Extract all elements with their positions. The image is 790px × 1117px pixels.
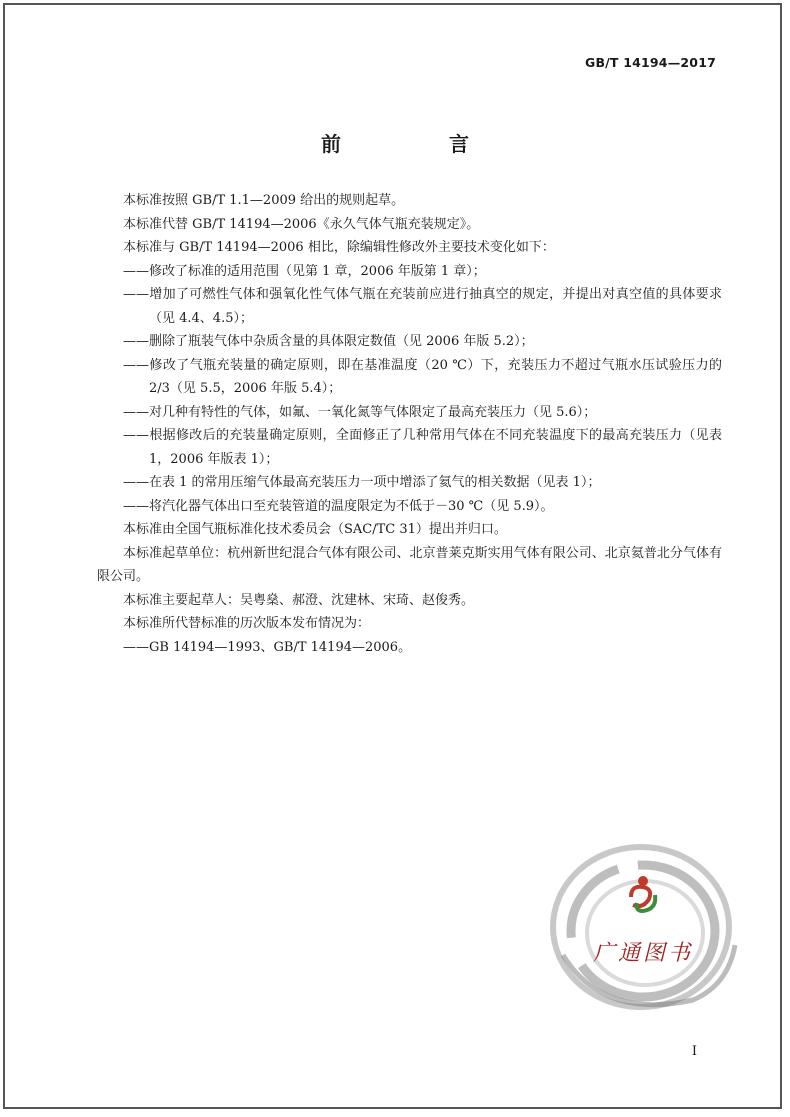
paragraph: 本标准与 GB/T 14194—2006 相比，除编辑性修改外主要技术变化如下： — [123, 240, 555, 255]
change-item: ——修改了标准的适用范围（见第 1 章，2006 年版第 1 章）； — [123, 263, 486, 279]
page-number: I — [691, 1044, 697, 1059]
paragraph: 本标准按照 GB/T 1.1—2009 给出的规则起草。 — [123, 193, 405, 208]
history-item: ——GB 14194—1993、GB/T 14194—2006。 — [123, 639, 412, 655]
change-item: ——根据修改后的充装量确定原则，全面修正了几种常用气体在不同充装温度下的最高充装压力（见表 1，2006 年版表 1）； — [123, 428, 722, 467]
paragraph: 本标准主要起草人：吴粤燊、郝澄、沈建林、宋琦、赵俊秀。 — [123, 592, 475, 608]
change-item: ——对几种有特性的气体，如氟、一氧化氮等气体限定了最高充装压力（见 5.6）； — [123, 404, 597, 420]
change-item: ——修改了气瓶充装量的确定原则，即在基准温度（20 ℃）下，充装压力不超过气瓶水压试验压力的 2/3（见 5.5，2006 年版 5.4）； — [123, 357, 722, 396]
change-item: ——在表 1 的常用压缩气体最高充装压力一项中增添了氦气的相关数据（见表 1）； — [123, 475, 601, 490]
change-item: ——增加了可燃性气体和强氧化性气体气瓶在充装前应进行抽真空的规定，并提出对真空值的具体要求（见 4.4、4.5）； — [123, 287, 722, 326]
svg-text:广通图书: 广通图书 — [592, 941, 694, 966]
change-item: ——将汽化器气体出口至充装管道的温度限定为不低于－30 ℃（见 5.9）。 — [123, 498, 554, 514]
page-title: 前 言 — [321, 132, 513, 156]
paragraph: 本标准由全国气瓶标准化技术委员会（SAC/TC 31）提出并归口。 — [123, 522, 507, 537]
paragraph: 本标准起草单位：杭州新世纪混合气体有限公司、北京普莱克斯实用气体有限公司、北京氦普北分气体有限公司。 — [97, 545, 722, 584]
paragraph: 本标准代替 GB/T 14194—2006《永久气体气瓶充装规定》。 — [123, 216, 480, 232]
standard-number: GB/T 14194—2017 — [584, 55, 716, 70]
paragraph: 本标准所代替标准的历次版本发布情况为： — [123, 616, 371, 631]
seal-logo — [543, 835, 743, 1025]
change-item: ——删除了瓶装气体中杂质含量的具体限定数值（见 2006 年版 5.2）； — [123, 334, 534, 349]
document-body — [97, 189, 722, 659]
